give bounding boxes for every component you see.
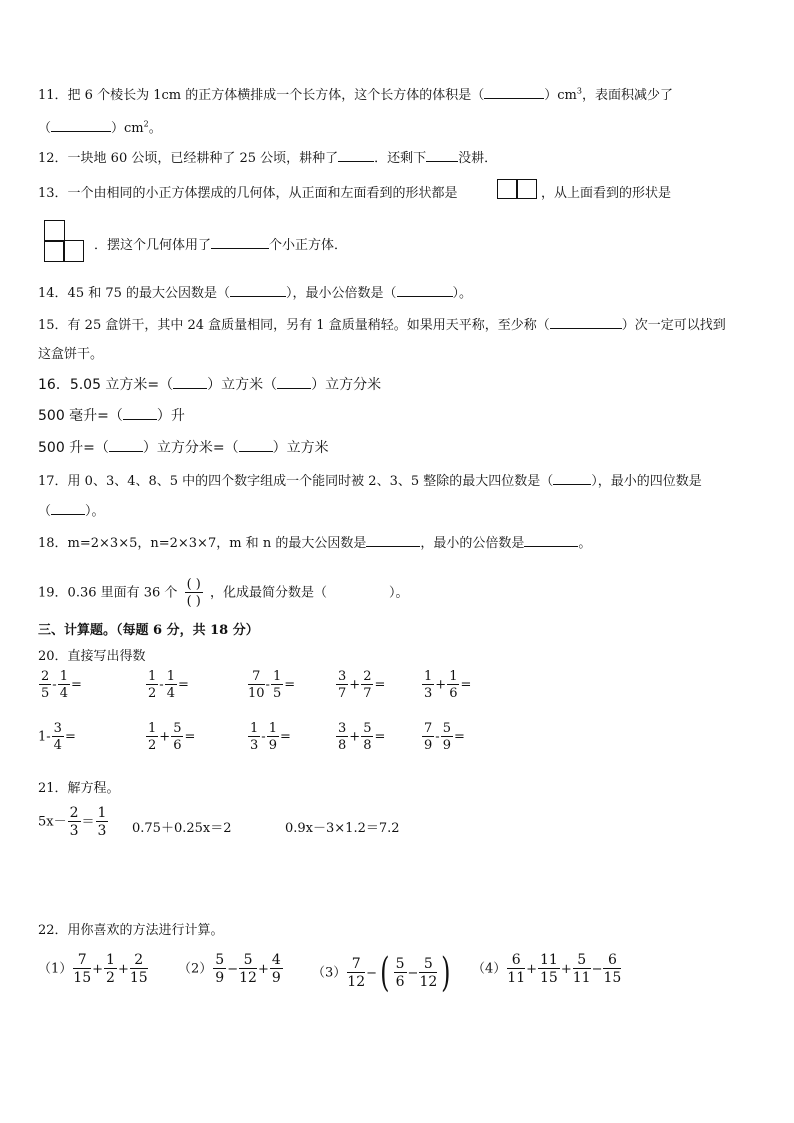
answer-blank[interactable]: [239, 439, 273, 452]
fraction: $\frac{1}{5}$: [272, 669, 282, 701]
question-13-line1: 13．一个由相同的小正方体摆成的几何体，从正面和左面看到的形状都是: [38, 186, 458, 201]
answer-blank[interactable]: [51, 502, 85, 515]
equals-sign: =: [70, 677, 82, 693]
answer-blank[interactable]: [397, 284, 453, 297]
operator: -: [52, 677, 57, 693]
operator: +: [349, 677, 361, 693]
operator: +: [159, 729, 171, 745]
fraction: $\frac{2}{15}$: [129, 952, 148, 986]
operator: +: [526, 961, 538, 977]
blank-fraction[interactable]: $\frac{( )}{( )}$: [186, 577, 201, 609]
answer-blank[interactable]: [51, 119, 111, 132]
operator: +: [349, 729, 361, 745]
fraction: $\frac{1}{3}$: [250, 721, 259, 753]
mental-math-item: [145, 670, 189, 700]
fraction: $\frac{1}{6}$: [449, 669, 458, 701]
fraction: $\frac{1}{3}$: [97, 805, 107, 839]
question-11-line1: 11．把 6 个棱长为 1cm 的正方体横排成一个长方体，这个长方体的体积是（ ）$cm^3$，表面积减少了: [38, 86, 673, 103]
fraction: $\frac{1}{9}$: [268, 721, 277, 753]
question-17-line2: （ ）。: [38, 504, 105, 519]
fraction: $\frac{1}{2}$: [106, 952, 115, 986]
equation-1: 5x－ $\frac{2}{3}$ ＝ $\frac{1}{3}$: [38, 805, 107, 839]
fraction: $\frac{5}{12}$: [239, 952, 257, 986]
fraction: $\frac{7}{12}$: [347, 956, 366, 990]
equation-2: 0.75＋0.25x＝2: [132, 821, 232, 836]
fraction: $\frac{6}{11}$: [507, 952, 526, 986]
operator: +: [435, 677, 447, 693]
operator: 1-: [38, 729, 51, 745]
equals-sign: =: [184, 729, 196, 745]
fraction: $\frac{1}{4}$: [59, 669, 68, 701]
mental-math-item: [421, 670, 471, 700]
answer-blank[interactable]: [550, 316, 622, 329]
question-18: 18．m=2×3×5，n=2×3×7，m 和 n 的最大公因数是 ，最小的公倍数是 。: [38, 536, 592, 551]
question-20-title: 20．直接写出得数: [38, 649, 146, 664]
operator: +: [117, 961, 129, 977]
operator: -: [261, 729, 266, 745]
operator: +: [560, 961, 572, 977]
operator: −: [227, 961, 239, 977]
fraction: $\frac{1}{2}$: [148, 669, 157, 701]
answer-blank[interactable]: [553, 472, 591, 485]
question-15-line2: 这盒饼干。: [38, 347, 104, 362]
operator: -: [435, 729, 440, 745]
answer-blank[interactable]: [277, 376, 311, 389]
answer-blank[interactable]: [484, 86, 544, 99]
equals-sign: =: [177, 677, 189, 693]
fraction: $\frac{5}{6}$: [173, 721, 182, 753]
fraction: $\frac{5}{12}$: [419, 956, 438, 990]
operator: +: [257, 961, 269, 977]
fraction: $\frac{2}{3}$: [69, 805, 79, 839]
operator: −: [407, 965, 419, 981]
fraction: $\frac{7}{15}$: [73, 952, 92, 986]
operator: +: [92, 961, 104, 977]
answer-blank[interactable]: [366, 534, 420, 547]
fraction: $\frac{7}{9}$: [424, 721, 433, 753]
mental-math-item: [145, 722, 195, 752]
fraction: $\frac{11}{15}$: [540, 952, 558, 986]
fraction: $\frac{1}{2}$: [148, 721, 157, 753]
answer-blank[interactable]: [338, 149, 374, 162]
question-22-title: 22．用你喜欢的方法进行计算。: [38, 923, 224, 938]
mental-math-item: [335, 722, 385, 752]
expression-2: （2） $\frac{5}{9}$ − $\frac{5}{12}$ + $\frac{4}{9}$: [178, 952, 281, 986]
equals-sign: =: [460, 677, 472, 693]
equation-3: 0.9x－3×1.2＝7.2: [285, 821, 400, 836]
fraction: $\frac{5}{9}$: [215, 952, 225, 986]
mental-math-item: [335, 670, 385, 700]
fraction: $\frac{6}{15}$: [603, 952, 622, 986]
fraction: $\frac{3}{4}$: [53, 721, 62, 753]
answer-blank[interactable]: [109, 439, 143, 452]
question-14: 14．45 和 75 的最大公因数是（ ），最小公倍数是（ ）。: [38, 286, 473, 301]
answer-blank[interactable]: [123, 407, 157, 420]
question-19: 19．0.36 里面有 36 个 $\frac{( )}{( )}$ ，化成最简分数是（ ）。: [38, 577, 409, 609]
operator: −: [591, 961, 603, 977]
fraction: $\frac{1}{3}$: [424, 669, 433, 701]
mental-math-item: [247, 670, 295, 700]
question-12: 12．一块地 60 公顷，已经耕种了 25 公顷，耕种了 ．还剩下 没耕．: [38, 151, 498, 166]
equals-sign: =: [453, 729, 465, 745]
question-13-line2: ．摆这个几何体用了 个小正方体．: [94, 238, 348, 253]
fraction: $\frac{5}{9}$: [442, 721, 451, 753]
right-paren: ): [441, 950, 451, 996]
operator: -: [159, 677, 164, 693]
fraction: $\frac{3}{7}$: [338, 669, 347, 701]
equals-sign: =: [374, 677, 386, 693]
equals-sign: =: [284, 677, 296, 693]
question-17-line1: 17．用 0、3、4、8、5 中的四个数字组成一个能同时被 2、3、5 整除的最大四位数是（ ），最小的四位数是: [38, 474, 702, 489]
equals-sign: =: [279, 729, 291, 745]
equals-sign: =: [374, 729, 386, 745]
fraction: $\frac{5}{6}$: [395, 956, 405, 990]
expression-1: （1） $\frac{7}{15}$ + $\frac{1}{2}$ + $\frac{2}{15}$: [38, 952, 148, 986]
question-11-line2: （ ）$cm^2$。: [38, 119, 162, 136]
fraction: $\frac{2}{5}$: [41, 669, 50, 701]
fraction: $\frac{1}{4}$: [166, 669, 175, 701]
answer-blank[interactable]: [230, 284, 286, 297]
equals-sign: =: [64, 729, 76, 745]
fraction: $\frac{2}{7}$: [363, 669, 372, 701]
question-16-line2: 500 毫升=（ ）升: [38, 408, 185, 424]
fraction: $\frac{5}{8}$: [363, 721, 372, 753]
fraction: $\frac{4}{9}$: [271, 952, 281, 986]
front-view-figure: [497, 179, 537, 199]
expression-4: （4） $\frac{6}{11}$ + $\frac{11}{15}$ + $\frac{5}{11}$ − $\frac{6}{15}$: [472, 952, 622, 986]
mental-math-item: [421, 722, 465, 752]
section-3-title: 三、计算题。（每题 6 分，共 18 分）: [38, 623, 259, 638]
question-16-line1: 16．5.05 立方米=（ ）立方米（ ）立方分米: [38, 377, 382, 393]
question-13-line1-cont: ，从上面看到的形状是: [541, 186, 672, 201]
question-21-title: 21．解方程。: [38, 781, 120, 796]
mental-math-item: [38, 722, 76, 752]
question-16-line3: 500 升=（ ）立方分米=（ ）立方米: [38, 440, 329, 456]
operator: −: [366, 965, 378, 981]
mental-math-item: [38, 670, 82, 700]
answer-blank[interactable]: [173, 376, 207, 389]
question-15-line1: 15．有 25 盒饼干，其中 24 盒质量相同，另有 1 盒质量稍轻。如果用天平称，至少称（ ）次一定可以找到: [38, 318, 726, 333]
left-paren: (: [380, 950, 390, 996]
mental-math-item: [247, 722, 291, 752]
fraction: $\frac{5}{11}$: [572, 952, 591, 986]
top-view-figure: [44, 220, 84, 262]
answer-blank[interactable]: [211, 236, 269, 249]
operator: -: [265, 677, 270, 693]
expression-3: （3） $\frac{7}{12}$ −( $\frac{5}{6}$ − $\frac{5}{12}$ ): [312, 950, 451, 996]
fraction: $\frac{3}{8}$: [338, 721, 347, 753]
fraction: $\frac{7}{10}$: [248, 669, 265, 701]
answer-blank[interactable]: [524, 534, 578, 547]
answer-blank[interactable]: [426, 149, 458, 162]
